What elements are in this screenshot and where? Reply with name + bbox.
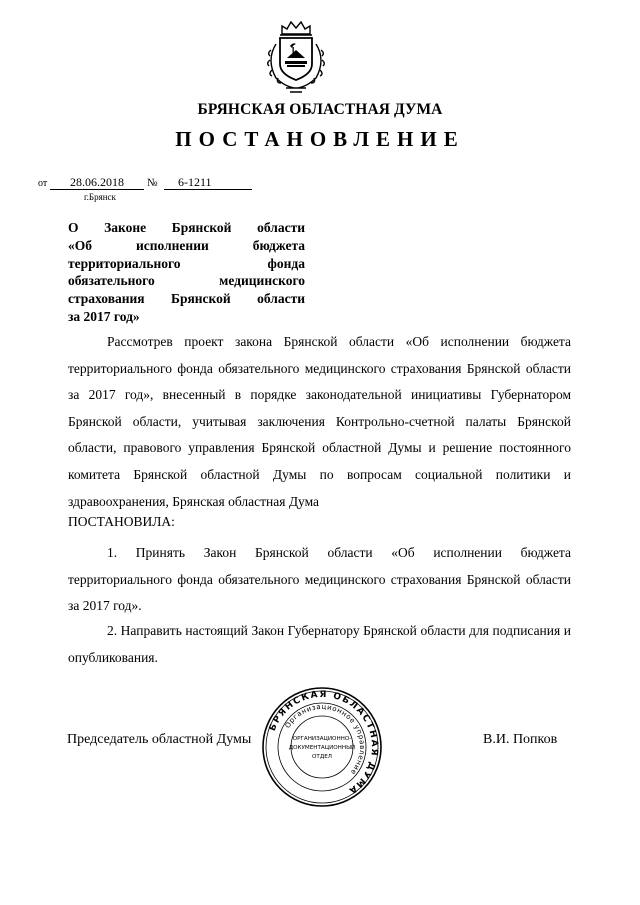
city-label: г.Брянск [84, 192, 116, 202]
stamp-inner-text: Организационное управление [283, 702, 367, 777]
decree-word: ПОСТАНОВИЛА: [68, 514, 175, 529]
document-meta [38, 175, 338, 205]
document-number: 6-1211 [164, 175, 252, 190]
organization-name: БРЯНСКАЯ ОБЛАСТНАЯ ДУМА [197, 101, 443, 118]
subject-line: территориального фонда [68, 255, 305, 271]
subject-line: страхования Брянской области [68, 291, 305, 307]
stamp-center-line: ОТДЕЛ [312, 754, 332, 760]
number-label: № [147, 177, 158, 189]
document-date: 28.06.2018 [50, 175, 144, 190]
subject-line: за 2017 год» [68, 308, 140, 324]
from-label: от [38, 178, 48, 189]
decision-item-2: 2. Направить настоящий Закон Губернатору Брянской области для подписания и опубликования. [68, 623, 571, 665]
subject-line: «Об исполнении бюджета [68, 237, 305, 253]
subject-line: обязательного медицинского [68, 273, 305, 289]
subject-line: О Законе Брянской области [68, 220, 305, 235]
document-type-title: ПОСТАНОВЛЕНИЕ [175, 127, 465, 151]
stamp-outer-text: БРЯНСКАЯ ОБЛАСТНАЯ ДУМА [267, 689, 380, 796]
item-2-block [68, 618, 571, 671]
decision-item-1: 1. Принять Закон Брянской области «Об исполнении бюджета территориального фонда обязательного медицинского страхования Брянской области за 2017 год». [68, 545, 571, 614]
stamp-center-line: ОРГАНИЗАЦИОННО- [292, 736, 352, 742]
signatory-name: В.И. Попков [483, 732, 558, 747]
signatory-position: Председатель областной Думы [67, 732, 252, 747]
preamble-paragraph: Рассмотрев проект закона Брянской области «Об исполнении бюджета территориального фонда обязательного медицинского страхования Брянской области за 2017 год», внесенный в порядке законодательной инициативы Губернатором Брянской области, учитывая заключения Контрольно-счетной палаты Брянской области, правового управления Брянской областной Думы и решение постоянного комитета Брянской областной Думы по вопросам социальной политики и здравоохранения, Брянская областная Дума [68, 334, 571, 509]
official-stamp [260, 685, 384, 809]
preamble-block [68, 329, 571, 515]
document-subject [68, 219, 305, 326]
stamp-center-line: ДОКУМЕНТАЦИОННЫЙ [288, 745, 356, 751]
coat-of-arms-emblem [256, 14, 336, 98]
item-1-block [68, 540, 571, 620]
